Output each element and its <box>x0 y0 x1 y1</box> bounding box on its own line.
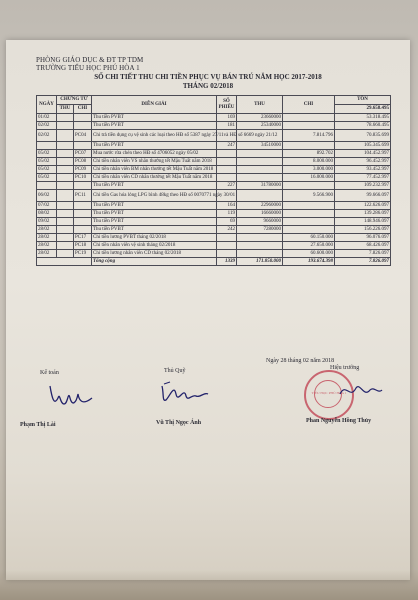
col-thu-amount: THU <box>237 96 283 114</box>
cell-ngay: 05/02 <box>37 166 57 174</box>
document-subtitle: THÁNG 02/2018 <box>182 82 234 90</box>
cell-chi-amt <box>283 202 335 210</box>
cell-chi-amt: 9.566.900 <box>283 190 335 202</box>
cell-chi-amt <box>283 218 335 226</box>
col-so-phieu: SỐ PHIẾU <box>217 96 237 114</box>
name-accountant: Phạm Thị Lài <box>20 422 56 428</box>
cell-ton: 156.226.097 <box>335 226 391 234</box>
cell-thu <box>57 130 74 142</box>
col-ton: TỒN <box>335 96 391 105</box>
cell-phieu <box>217 234 237 242</box>
cell-ton: 70.835.699 <box>335 130 391 142</box>
cell-desc: Thu tiền PVBT <box>92 142 217 150</box>
cell-ton: 7.826.097 <box>335 250 391 258</box>
role-accountant: Kế toán <box>40 370 59 376</box>
cell-phieu: 247 <box>217 142 237 150</box>
cell-ton: 99.666.097 <box>335 190 391 202</box>
role-principal: Hiệu trưởng <box>330 365 360 371</box>
cell-thu-amt: 25340000 <box>237 122 283 130</box>
cell-chi-amt <box>283 226 335 234</box>
col-dien-giai: DIỄN GIẢI <box>92 96 217 114</box>
cell-thu-amt: 23660000 <box>237 114 283 122</box>
cell-thu <box>57 226 74 234</box>
cell-desc: Chi tiền nhân viên VS nhân thưởng tết Mậu Tuất năm 2018 <box>92 158 217 166</box>
cell-chi-amt: 7.814.796 <box>283 130 335 142</box>
col-thu: THU <box>57 105 74 114</box>
cell-thu <box>57 150 74 158</box>
cell-thu <box>57 174 74 182</box>
col-chi-amount: CHI <box>283 96 335 114</box>
table-row <box>37 122 391 130</box>
cell-chi <box>74 142 92 150</box>
ledger-body <box>37 114 391 266</box>
principal-signature-icon <box>336 378 384 404</box>
total-row <box>37 258 391 266</box>
cell-desc: Chi tiền Gas hóa lỏng LPG bình 48kg theo HĐ số 0070771 ngày 30/01 <box>92 190 217 202</box>
cell-thu <box>57 210 74 218</box>
total-thu-amt: 171.850.000 <box>237 258 283 266</box>
treasurer-signature-icon <box>156 378 211 408</box>
cell-ton: 109.232.997 <box>335 182 391 190</box>
cell-desc: Chi tiền nhân viên CD nhân thưởng tết Mậu Tuất năm 2018 <box>92 174 217 182</box>
cell-ton: 78.660.495 <box>335 122 391 130</box>
accountant-signature-icon <box>46 380 96 410</box>
cell-chi-amt: 16.000.000 <box>283 174 335 182</box>
cell-thu-amt: 7280000 <box>237 226 283 234</box>
school-name: TRƯỜNG TIỂU HỌC PHÚ HÒA 1 <box>36 64 140 72</box>
cell-chi: PC11 <box>74 190 92 202</box>
cell-ngay: 02/02 <box>37 130 57 142</box>
cell-chi-amt <box>283 210 335 218</box>
cell-desc: Chi tiền lương PVBT tháng 02/2018 <box>92 234 217 242</box>
cell-chi-amt <box>283 122 335 130</box>
cell-ngay: 06/02 <box>37 190 57 202</box>
table-row <box>37 142 391 150</box>
cell-ngay: 05/02 <box>37 158 57 166</box>
cell-thu-amt <box>237 174 283 182</box>
cell-chi-amt: 60.150.000 <box>283 234 335 242</box>
table-row <box>37 210 391 218</box>
cell-phieu: 227 <box>217 182 237 190</box>
cell-ngay <box>37 142 57 150</box>
cell-chi-amt: 3.000.000 <box>283 166 335 174</box>
cell-chi: PC07 <box>74 150 92 158</box>
cell-thu <box>57 122 74 130</box>
cell-thu <box>57 234 74 242</box>
cell-chi <box>74 210 92 218</box>
table-surface <box>0 570 418 600</box>
footer-date: Ngày 28 tháng 02 năm 2018 <box>266 358 335 364</box>
cell-chi-amt: 892.702 <box>283 150 335 158</box>
cell-thu-amt <box>237 166 283 174</box>
cell-ton: 68.426.097 <box>335 242 391 250</box>
department-name: PHÒNG GIÁO DỤC & ĐT TP TDM <box>36 56 144 64</box>
cell-chi-amt: 60.600.000 <box>283 250 335 258</box>
cell-ngay: 05/02 <box>37 174 57 182</box>
table-row <box>37 226 391 234</box>
cell-desc: Chi tiền nhân viên vệ sinh tháng 02/2018 <box>92 242 217 250</box>
cell-phieu: 181 <box>217 122 237 130</box>
name-treasurer: Vũ Thị Ngọc Ánh <box>156 420 202 426</box>
cell-thu <box>57 250 74 258</box>
document-sheet <box>6 40 410 580</box>
cell-phieu: 242 <box>217 226 237 234</box>
total-phieu: 1339 <box>217 258 237 266</box>
cell-thu <box>57 202 74 210</box>
cell-chi-amt: 27.650.000 <box>283 242 335 250</box>
cell-ngay: 02/02 <box>37 122 57 130</box>
cell-chi-amt <box>283 114 335 122</box>
cell-thu <box>57 114 74 122</box>
cell-chi <box>74 114 92 122</box>
table-row <box>37 182 391 190</box>
total-spacer <box>37 258 92 266</box>
cell-thu-amt: 9660000 <box>237 218 283 226</box>
cell-thu-amt <box>237 158 283 166</box>
cell-ngay: 08/02 <box>37 210 57 218</box>
table-row <box>37 242 391 250</box>
cell-thu <box>57 182 74 190</box>
table-row <box>37 250 391 258</box>
stamp-text: TIỂU HỌC PHÚ HÒA 1 <box>311 391 347 395</box>
table-row <box>37 190 391 202</box>
cell-thu-amt <box>237 190 283 202</box>
cell-ton: 93.452.997 <box>335 166 391 174</box>
cell-thu-amt: 31780000 <box>237 182 283 190</box>
cell-thu <box>57 190 74 202</box>
cell-chi: PC17 <box>74 234 92 242</box>
cell-ngay: 01/02 <box>37 114 57 122</box>
cell-ton: 53.318.495 <box>335 114 391 122</box>
cell-ton: 139.286.097 <box>335 210 391 218</box>
cell-ton: 148.946.097 <box>335 218 391 226</box>
table-header-row <box>37 96 391 105</box>
col-chi: CHI <box>74 105 92 114</box>
cell-thu-amt <box>237 242 283 250</box>
cell-thu <box>57 158 74 166</box>
total-label: Tổng cộng <box>92 258 217 266</box>
cell-phieu <box>217 174 237 182</box>
cell-phieu <box>217 150 237 158</box>
cell-ton: 105.345.699 <box>335 142 391 150</box>
total-chi-amt: 193.674.398 <box>283 258 335 266</box>
cell-desc: Thu tiền PVBT <box>92 182 217 190</box>
cell-desc: Thu tiền PVBT <box>92 218 217 226</box>
cell-chi <box>74 202 92 210</box>
table-row <box>37 130 391 142</box>
cell-chi-amt <box>283 142 335 150</box>
cell-ngay: 28/02 <box>37 242 57 250</box>
cell-desc: Thu tiền PVBT <box>92 210 217 218</box>
cell-ngay: 28/02 <box>37 250 57 258</box>
cell-thu-amt: 34510000 <box>237 142 283 150</box>
cell-ton: 122.626.097 <box>335 202 391 210</box>
cell-ton: 77.452.997 <box>335 174 391 182</box>
cell-chi: PC09 <box>74 166 92 174</box>
table-row <box>37 150 391 158</box>
cell-ton: 96.452.997 <box>335 158 391 166</box>
cell-thu <box>57 166 74 174</box>
cell-chi: PC04 <box>74 130 92 142</box>
table-row <box>37 166 391 174</box>
cell-phieu: 69 <box>217 218 237 226</box>
cell-desc: Thu tiền PVBT <box>92 122 217 130</box>
cell-chi <box>74 218 92 226</box>
cell-chi: PC19 <box>74 250 92 258</box>
name-principal: Phan Nguyễn Hồng Thủy <box>306 418 372 424</box>
cell-thu-amt <box>237 150 283 158</box>
cell-phieu <box>217 166 237 174</box>
cell-desc: Thu tiền PVBT <box>92 226 217 234</box>
cell-phieu: 164 <box>217 202 237 210</box>
cell-chi: PC18 <box>74 242 92 250</box>
cell-chi-amt: 8.000.000 <box>283 158 335 166</box>
cell-ngay: 09/02 <box>37 218 57 226</box>
cell-thu-amt <box>237 234 283 242</box>
cell-thu <box>57 218 74 226</box>
cell-phieu <box>217 158 237 166</box>
cell-desc: Mua nước rửa chén theo HĐ số 4706052 ngày 05/02 <box>92 150 217 158</box>
cell-phieu: 119 <box>217 210 237 218</box>
total-ton: 7.826.097 <box>335 258 391 266</box>
cell-desc: Thu tiền PVBT <box>92 202 217 210</box>
col-ngay: NGÀY <box>37 96 57 114</box>
cell-desc: Thu tiền PVBT <box>92 114 217 122</box>
table-row <box>37 202 391 210</box>
cell-ngay: 07/02 <box>37 202 57 210</box>
table-row <box>37 234 391 242</box>
table-row <box>37 174 391 182</box>
cell-ngay: 28/02 <box>37 226 57 234</box>
cell-thu-amt: 22960000 <box>237 202 283 210</box>
cell-ton: 104.452.997 <box>335 150 391 158</box>
cell-chi <box>74 182 92 190</box>
cell-thu-amt <box>237 250 283 258</box>
table-row <box>37 114 391 122</box>
ledger-table <box>36 95 391 266</box>
cell-chi <box>74 122 92 130</box>
cell-chi: PC10 <box>74 174 92 182</box>
opening-balance: 29.658.495 <box>335 105 391 114</box>
cell-phieu: 169 <box>217 114 237 122</box>
cell-chi: PC08 <box>74 158 92 166</box>
col-chung-tu: CHỨNG TỪ <box>57 96 92 105</box>
cell-ngay: 28/02 <box>37 234 57 242</box>
cell-ngay: 05/02 <box>37 150 57 158</box>
cell-chi-amt <box>283 182 335 190</box>
cell-ton: 96.076.097 <box>335 234 391 242</box>
cell-desc: Chi trả tiền dụng cụ vệ sinh các loại theo HĐ số 5387 ngày 27/11và HĐ số 6669 ngày 21/12 <box>92 130 217 142</box>
cell-phieu <box>217 250 237 258</box>
cell-desc: Chi tiền nhân viên BM nhân thưởng tết Mậu Tuất năm 2018 <box>92 166 217 174</box>
table-row <box>37 158 391 166</box>
cell-thu <box>57 242 74 250</box>
cell-desc: Chi tiền lương nhân viên CD tháng 02/2018 <box>92 250 217 258</box>
document-title: SỔ CHI TIẾT THU CHI TIỀN PHỤC VỤ BÁN TRÚ NĂM HỌC 2017-2018 <box>94 73 322 81</box>
cell-thu-amt: 16660000 <box>237 210 283 218</box>
cell-chi <box>74 226 92 234</box>
cell-phieu <box>217 242 237 250</box>
role-treasurer: Thủ Quỹ <box>164 368 186 374</box>
cell-ngay <box>37 182 57 190</box>
cell-thu <box>57 142 74 150</box>
table-row <box>37 218 391 226</box>
